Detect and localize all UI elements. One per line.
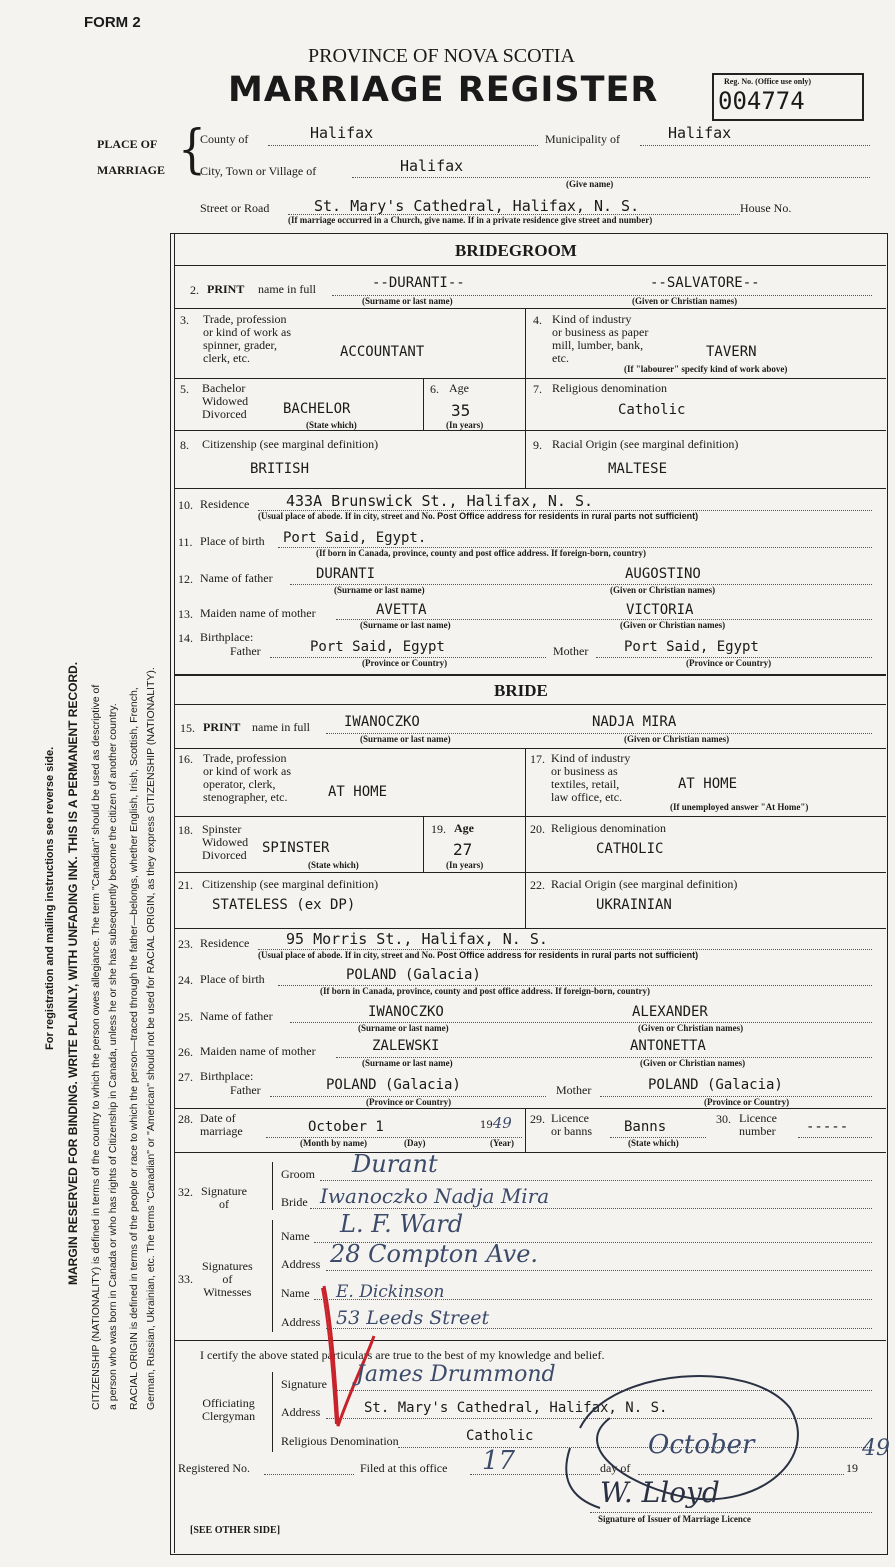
clergy-signature: James Drummond xyxy=(356,1362,556,1387)
reg-number-label: Reg. No. (Office use only) xyxy=(724,77,812,86)
b26-given-note: (Given or Christian names) xyxy=(640,1058,746,1068)
issuer-signature: W. Lloyd xyxy=(600,1476,720,1509)
bride-father-given: ALEXANDER xyxy=(632,1004,708,1020)
b27-father-note: (Province or Country) xyxy=(366,1097,452,1107)
registered-line xyxy=(264,1474,354,1475)
groom-age: 35 xyxy=(451,401,471,420)
g-rule-2 xyxy=(174,378,886,379)
s32-bride-line xyxy=(310,1208,872,1209)
b27-mother-label: Mother xyxy=(556,1083,592,1097)
g6-num: 6. xyxy=(430,382,439,396)
groom-citizenship: BRITISH xyxy=(250,461,310,477)
groom-signature: Durant xyxy=(352,1150,438,1178)
b17-note: (If unemployed answer "At Home") xyxy=(670,802,809,812)
g13-num: 13. xyxy=(178,607,193,621)
bride-status: SPINSTER xyxy=(262,840,330,856)
g14-num: 14. xyxy=(178,631,193,645)
city-value: Halifax xyxy=(400,157,464,175)
issuer-label: Signature of Issuer of Marriage Licence xyxy=(598,1514,751,1524)
g5-note: (State which) xyxy=(306,420,357,430)
g9-label: Racial Origin (see marginal definition) xyxy=(552,437,739,451)
off-bracket xyxy=(272,1372,273,1452)
b27-mother-note: (Province or Country) xyxy=(704,1097,790,1107)
g10-note: (Usual place of abode. If in city, street and No. Post Office address for residents in rural parts not sufficient) xyxy=(258,511,699,521)
g14-father-note: (Province or Country) xyxy=(362,658,448,668)
city-label: City, Town or Village of xyxy=(200,164,317,178)
b24-note: (If born in Canada, province, county and post office address. If foreign-born, country) xyxy=(320,986,651,996)
reg-number-box xyxy=(712,73,864,121)
g11-label: Place of birth xyxy=(200,534,265,548)
s32-num: 32. xyxy=(178,1185,193,1199)
filed-day: 17 xyxy=(482,1446,516,1476)
b27-label: Birthplace: xyxy=(200,1069,254,1083)
bride-given: NADJA MIRA xyxy=(592,714,677,730)
form-frame-inner-line xyxy=(174,233,175,1553)
b-rule-3 xyxy=(174,872,886,873)
bride-bp-father: POLAND (Galacia) xyxy=(326,1077,461,1093)
marriage-licence: Banns xyxy=(624,1119,667,1135)
g2-given-note: (Given or Christian names) xyxy=(632,296,738,306)
house-label: House No. xyxy=(740,201,792,215)
w1-address-label: Address xyxy=(281,1257,321,1271)
g13-given-note: (Given or Christian names) xyxy=(620,620,726,630)
b21-num: 21. xyxy=(178,878,193,892)
margin-binding-note: MARGIN RESERVED FOR BINDING. WRITE PLAINLY, WITH UNFADING INK. THIS IS A PERMANENT RECORD. xyxy=(66,661,80,1285)
b21-label: Citizenship (see marginal definition) xyxy=(202,877,379,891)
s32-bracket xyxy=(272,1162,273,1210)
place-brace: { xyxy=(178,118,206,180)
page-title: MARRIAGE REGISTER xyxy=(228,70,659,110)
m28-year-note: (Year) xyxy=(490,1138,514,1148)
issuer-line xyxy=(590,1512,872,1513)
g-vdiv-2b xyxy=(525,378,526,488)
bride-mother-surname: ZALEWSKI xyxy=(372,1038,440,1054)
m29-num: 29. xyxy=(530,1112,545,1126)
county-label: County of xyxy=(200,132,249,146)
w1-name-label: Name xyxy=(281,1229,310,1243)
bride-surname: IWANOCZKO xyxy=(344,714,420,730)
bride-religion: CATHOLIC xyxy=(596,841,664,857)
b18-label: Spinster Widowed Divorced xyxy=(202,822,249,862)
b16-num: 16. xyxy=(178,752,193,766)
bride-heading-rule xyxy=(174,704,886,705)
b25-num: 25. xyxy=(178,1010,193,1024)
g7-label: Religious denomination xyxy=(552,381,667,395)
g2-num: 2. xyxy=(190,283,199,297)
street-label: Street or Road xyxy=(200,201,270,215)
s32-groom-line xyxy=(320,1180,872,1181)
w2-name-label: Name xyxy=(281,1286,310,1300)
day-of-label: day of xyxy=(600,1461,631,1475)
g14-father-label: Father xyxy=(230,644,261,658)
m29-note: (State which) xyxy=(628,1138,679,1148)
off-signature-label: Signature xyxy=(281,1377,327,1391)
g8-num: 8. xyxy=(180,438,189,452)
b24-label: Place of birth xyxy=(200,972,265,986)
witness1-address: 28 Compton Ave. xyxy=(330,1240,539,1268)
b23-note: (Usual place of abode. If in city, street and No. Post Office address for residents in rural parts not sufficient) xyxy=(258,950,699,960)
county-line xyxy=(268,145,538,146)
s33-num: 33. xyxy=(178,1272,193,1286)
m28-num: 28. xyxy=(178,1112,193,1126)
b25-surname-note: (Surname or last name) xyxy=(358,1023,449,1033)
m28-label: Date of marriage xyxy=(200,1111,243,1138)
g12-num: 12. xyxy=(178,572,193,586)
bride-industry: AT HOME xyxy=(678,776,738,792)
s33-label: Signatures of Witnesses xyxy=(202,1259,253,1299)
g-rule-3 xyxy=(174,430,886,431)
g2-surname-note: (Surname or last name) xyxy=(362,296,453,306)
margin-racial-def-2: German, Russian, Ukrainian, etc. The terms "Canadian" or "American" should not be used for RACIAL ORIGIN, as they express CITIZENSHIP (NATIONALITY). xyxy=(145,667,157,1410)
municipality-label: Municipality of xyxy=(545,132,620,146)
groom-status: BACHELOR xyxy=(283,401,351,417)
g12-label: Name of father xyxy=(200,571,273,585)
b-rule-4 xyxy=(174,928,886,929)
g5-num: 5. xyxy=(180,382,189,396)
g6-note: (In years) xyxy=(446,420,484,430)
g14-mother-label: Mother xyxy=(553,644,589,658)
groom-heading-rule xyxy=(174,265,886,266)
filed-month: October xyxy=(648,1430,755,1460)
g-vdiv-2a xyxy=(423,378,424,430)
bride-heading: BRIDE xyxy=(494,681,548,700)
groom-residence: 433A Brunswick St., Halifax, N. S. xyxy=(286,492,594,510)
g3-num: 3. xyxy=(180,313,189,327)
reg-number: 004774 xyxy=(718,87,805,115)
filed-year-prefix: 19 xyxy=(846,1461,858,1475)
province-heading: PROVINCE OF NOVA SCOTIA xyxy=(308,45,575,67)
groom-mother-given: VICTORIA xyxy=(626,602,694,618)
g8-label: Citizenship (see marginal definition) xyxy=(202,437,379,451)
b19-note: (In years) xyxy=(446,860,484,870)
b19-label: Age xyxy=(454,821,474,835)
g2-print: PRINT xyxy=(207,282,245,296)
s-rule-1 xyxy=(174,1340,886,1341)
groom-father-surname: DURANTI xyxy=(316,566,376,582)
g11-note: (If born in Canada, province, county and post office address. If foreign-born, country) xyxy=(316,548,647,558)
certify-text: I certify the above stated particulars are true to the best of my knowledge and belief. xyxy=(200,1348,605,1362)
margin-citizenship-def: CITIZENSHIP (NATIONALITY) is defined in terms of the country to which the person owes allegiance. The term "Canadian" should be used as descriptive of xyxy=(90,684,102,1410)
b26-label: Maiden name of mother xyxy=(200,1044,316,1058)
b19-num: 19. xyxy=(431,822,446,836)
groom-surname: --DURANTI-- xyxy=(372,275,465,291)
marriage-year: 1949 xyxy=(480,1114,512,1132)
g-rule-4 xyxy=(174,488,886,489)
clergy-religion: Catholic xyxy=(466,1428,534,1444)
b26-surname-note: (Surname or last name) xyxy=(362,1058,453,1068)
b15-label: name in full xyxy=(252,720,310,734)
m30-line xyxy=(798,1137,872,1138)
b-rule-5 xyxy=(174,1108,886,1109)
registered-label: Registered No. xyxy=(178,1461,250,1475)
groom-bp-mother: Port Said, Egypt xyxy=(624,639,759,655)
w1-address-line xyxy=(326,1270,872,1271)
g7-num: 7. xyxy=(533,382,542,396)
b-vdiv-1 xyxy=(525,748,526,816)
groom-heading: BRIDEGROOM xyxy=(455,241,577,260)
b17-num: 17. xyxy=(530,752,545,766)
bride-signature: Iwanoczko Nadja Mira xyxy=(320,1184,550,1208)
witness1-name: L. F. Ward xyxy=(340,1210,464,1238)
b20-num: 20. xyxy=(530,822,545,836)
m28-month-note: (Month by name) xyxy=(300,1138,367,1148)
m28-day-note: (Day) xyxy=(404,1138,426,1148)
place-of-marriage-label: PLACE OF MARRIAGE xyxy=(97,137,165,177)
b15-surname-note: (Surname or last name) xyxy=(360,734,451,744)
g3-label: Trade, profession or kind of work as spinner, grader, clerk, etc. xyxy=(203,312,291,365)
g5-label: Bachelor Widowed Divorced xyxy=(202,381,249,421)
groom-religion: Catholic xyxy=(618,402,686,418)
b22-num: 22. xyxy=(530,878,545,892)
b26-num: 26. xyxy=(178,1045,193,1059)
b15-num: 15. xyxy=(180,721,195,735)
give-name-note: (Give name) xyxy=(566,179,614,189)
g-rule-5 xyxy=(174,674,886,676)
s33-bracket xyxy=(272,1220,273,1332)
bride-trade: AT HOME xyxy=(328,784,388,800)
g13-label: Maiden name of mother xyxy=(200,606,316,620)
s32-groom-label: Groom xyxy=(281,1167,315,1181)
groom-bp-father: Port Said, Egypt xyxy=(310,639,445,655)
g10-num: 10. xyxy=(178,498,193,512)
b23-label: Residence xyxy=(200,936,250,950)
bride-father-surname: IWANOCZKO xyxy=(368,1004,444,1020)
witness2-name: E. Dickinson xyxy=(336,1282,445,1302)
groom-given: --SALVATORE-- xyxy=(650,275,760,291)
groom-industry: TAVERN xyxy=(706,344,757,360)
form-number: FORM 2 xyxy=(84,14,141,31)
g-rule-1 xyxy=(174,308,886,309)
street-note: (If marriage occurred in a Church, give name. If in a private residence give street and number) xyxy=(288,215,653,225)
margin-instructions: For registration and mailing instructions see reverse side. xyxy=(44,746,56,1050)
m30-num: 30. xyxy=(716,1112,731,1126)
b22-label: Racial Origin (see marginal definition) xyxy=(551,877,738,891)
b15-given-note: (Given or Christian names) xyxy=(624,734,730,744)
b24-num: 24. xyxy=(178,973,193,987)
clergy-address: St. Mary's Cathedral, Halifax, N. S. xyxy=(364,1400,668,1416)
g13-surname-note: (Surname or last name) xyxy=(360,620,451,630)
m30-label: Licence number xyxy=(739,1111,777,1138)
g4-label: Kind of industry or business as paper mill, lumber, bank, etc. xyxy=(552,312,649,365)
bride-age: 27 xyxy=(453,840,473,859)
street-value: St. Mary's Cathedral, Halifax, N. S. xyxy=(314,197,640,215)
bride-residence: 95 Morris St., Halifax, N. S. xyxy=(286,930,548,948)
g14-mother-note: (Province or Country) xyxy=(686,658,772,668)
g2-label: name in full xyxy=(258,282,316,296)
m-rule-1 xyxy=(174,1152,886,1153)
g4-note: (If "labourer" specify kind of work above) xyxy=(624,364,788,374)
groom-racial: MALTESE xyxy=(608,461,668,477)
filed-label: Filed at this office xyxy=(360,1461,448,1475)
g14-label: Birthplace: xyxy=(200,630,254,644)
b-rule-1 xyxy=(174,748,886,749)
see-other-side: [SEE OTHER SIDE] xyxy=(190,1525,281,1536)
g6-label: Age xyxy=(449,381,469,395)
b18-num: 18. xyxy=(178,823,193,837)
groom-mother-surname: AVETTA xyxy=(376,602,427,618)
b23-num: 23. xyxy=(178,937,193,951)
g4-num: 4. xyxy=(533,313,542,327)
county-value: Halifax xyxy=(310,124,374,142)
witness2-address: 53 Leeds Street xyxy=(336,1307,490,1329)
off-address-label: Address xyxy=(281,1405,321,1419)
b17-label: Kind of industry or business as textiles, retail, law office, etc. xyxy=(551,751,631,804)
b16-label: Trade, profession or kind of work as operator, clerk, stenographer, etc. xyxy=(203,751,291,804)
s32-label: Signature of xyxy=(201,1184,247,1211)
g9-num: 9. xyxy=(533,438,542,452)
off-denom-label: Religious Denomination xyxy=(281,1434,399,1448)
g10-label: Residence xyxy=(200,497,250,511)
bride-racial: UKRAINIAN xyxy=(596,897,672,913)
municipality-line xyxy=(640,145,870,146)
m29-label: Licence or banns xyxy=(551,1111,592,1138)
marriage-licence-no: ----- xyxy=(806,1119,849,1135)
g12-given-note: (Given or Christian names) xyxy=(610,585,716,595)
w2-address-label: Address xyxy=(281,1315,321,1329)
margin-racial-def: RACIAL ORIGIN is defined in terms of the people or race to which the person—traced through the father—belongs, whether English, Irish, Scottish, French, xyxy=(128,687,140,1410)
municipality-value: Halifax xyxy=(668,124,732,142)
bride-mother-given: ANTONETTA xyxy=(630,1038,706,1054)
margin-citizenship-def-2: a person who was born in Canada or who has rights of Citizenship in Canada, unless he or she has subsequently become the citizen of another country. xyxy=(107,703,119,1410)
g-vdiv-1 xyxy=(525,308,526,378)
m-vdiv-1 xyxy=(525,1108,526,1152)
bride-birth: POLAND (Galacia) xyxy=(346,967,481,983)
groom-birth: Port Said, Egypt. xyxy=(283,530,427,546)
g11-num: 11. xyxy=(178,535,193,549)
groom-trade: ACCOUNTANT xyxy=(340,344,425,360)
b27-num: 27. xyxy=(178,1070,193,1084)
b-vdiv-2a xyxy=(423,816,424,872)
g12-surname-note: (Surname or last name) xyxy=(334,585,425,595)
officiating-label: Officiating Clergyman xyxy=(202,1396,256,1423)
marriage-month-day: October 1 xyxy=(308,1119,384,1135)
groom-father-given: AUGOSTINO xyxy=(625,566,701,582)
b25-given-note: (Given or Christian names) xyxy=(638,1023,744,1033)
b-rule-2 xyxy=(174,816,886,817)
bride-citizenship: STATELESS (ex DP) xyxy=(212,897,356,913)
b25-label: Name of father xyxy=(200,1009,273,1023)
b18-note: (State which) xyxy=(308,860,359,870)
b27-father-label: Father xyxy=(230,1083,261,1097)
s32-bride-label: Bride xyxy=(281,1195,308,1209)
filed-year: 49 xyxy=(862,1436,890,1461)
b20-label: Religious denomination xyxy=(551,821,666,835)
bride-bp-mother: POLAND (Galacia) xyxy=(648,1077,783,1093)
city-line xyxy=(352,177,870,178)
b15-print: PRINT xyxy=(203,720,241,734)
